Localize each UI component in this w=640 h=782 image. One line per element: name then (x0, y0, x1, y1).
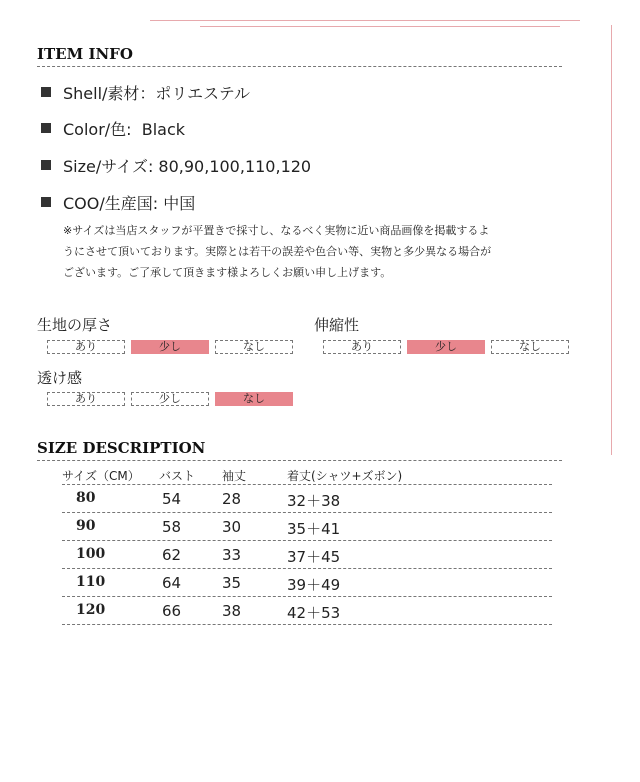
cell-length: 42＋53 (287, 604, 341, 622)
square-bullet-icon (41, 123, 51, 133)
cell-sleeve: 28 (222, 490, 242, 508)
cell-bust: 62 (162, 546, 182, 564)
cell-length: 37＋45 (287, 548, 341, 566)
cell-bust: 64 (162, 574, 182, 592)
stretch-option-ari: あり (323, 340, 401, 354)
cell-length: 32＋38 (287, 492, 341, 510)
cell-size: 120 (76, 602, 106, 618)
stretch-label: 伸縮性 (314, 316, 360, 334)
size-description-rule (37, 460, 562, 461)
stretch-option-sukoshi: 少し (407, 340, 485, 354)
square-bullet-icon (41, 160, 51, 170)
square-bullet-icon (41, 197, 51, 207)
sheer-option-ari: あり (47, 392, 125, 406)
info-bullet-coo (41, 190, 195, 214)
note-line: うにさせて頂いております。実際とは若干の誤差や色合い等、実物と多少異なる場合が (63, 245, 492, 258)
cell-size: 100 (76, 546, 106, 562)
cell-bust: 66 (162, 602, 182, 620)
cell-length: 39＋49 (287, 576, 341, 594)
thickness-option-nashi: なし (215, 340, 293, 354)
row-divider (62, 624, 552, 625)
size-description-title: SIZE DESCRIPTION (37, 439, 206, 457)
note-line: ※サイズは当店スタッフが平置きで採寸し、なるべく実物に近い商品画像を掲載するよ (63, 224, 490, 237)
row-divider (62, 540, 552, 541)
header-bust: バスト (159, 469, 196, 483)
cell-size: 90 (76, 518, 96, 534)
info-text: Shell/素材：ポリエステル (63, 83, 250, 103)
sheer-option-sukoshi: 少し (131, 392, 209, 406)
cell-bust: 58 (162, 518, 182, 536)
info-bullet-color (41, 116, 185, 140)
row-divider (62, 568, 552, 569)
decorative-line-top (150, 20, 580, 21)
square-bullet-icon (41, 87, 51, 97)
row-divider (62, 484, 552, 485)
cell-size: 80 (76, 490, 96, 506)
header-size: サイズ（CM） (62, 469, 140, 483)
info-text: COO/生産国: 中国 (63, 193, 196, 213)
row-divider (62, 596, 552, 597)
note-line: ございます。ご了承して頂きます様よろしくお願い申し上げます。 (63, 266, 392, 279)
cell-size: 110 (76, 574, 106, 590)
header-length: 着丈(シャツ+ズボン) (287, 469, 403, 483)
cell-length: 35＋41 (287, 520, 341, 538)
thickness-option-sukoshi: 少し (131, 340, 209, 354)
item-info-rule (37, 66, 562, 67)
thickness-label: 生地の厚さ (37, 316, 113, 334)
header-sleeve: 袖丈 (222, 469, 247, 483)
decorative-line-right (611, 25, 612, 455)
decorative-line-top-inner (200, 26, 560, 27)
cell-bust: 54 (162, 490, 182, 508)
cell-sleeve: 38 (222, 602, 242, 620)
stretch-option-nashi: なし (491, 340, 569, 354)
cell-sleeve: 33 (222, 546, 242, 564)
info-text: Size/サイズ: 80,90,100,110,120 (63, 156, 312, 176)
cell-sleeve: 30 (222, 518, 242, 536)
sizing-note (63, 220, 568, 283)
sheer-option-nashi: なし (215, 392, 293, 406)
info-bullet-size (41, 153, 311, 177)
cell-sleeve: 35 (222, 574, 242, 592)
row-divider (62, 512, 552, 513)
item-info-title: ITEM INFO (37, 45, 133, 63)
thickness-option-ari: あり (47, 340, 125, 354)
info-text: Color/色: Black (63, 119, 186, 139)
info-bullet-shell (41, 80, 250, 104)
sheer-label: 透け感 (37, 369, 83, 387)
